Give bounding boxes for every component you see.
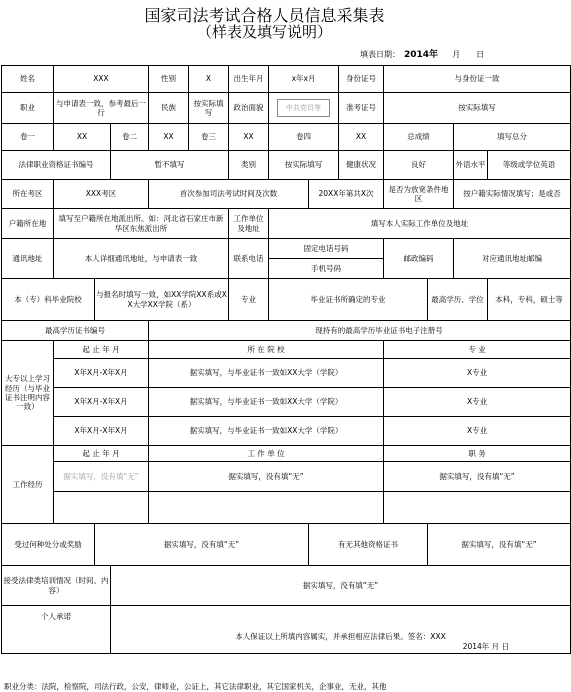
- work-post-header: 职 务: [384, 446, 571, 462]
- promise-text: 本人保证以上所填内容属实，并承担相应法律后果。签名：XXX: [235, 632, 446, 642]
- total-label: 总成绩: [384, 124, 454, 151]
- contact-phone-label: 联系电话: [229, 239, 269, 279]
- page-subtitle: （样表及填写说明）: [196, 23, 332, 41]
- major-value[interactable]: 毕业证书所确定的专业: [269, 279, 428, 321]
- political-value[interactable]: 中共党员等: [277, 99, 330, 118]
- work-unit-value[interactable]: 填写本人实际工作单位及地址: [269, 209, 571, 239]
- degree-cert-value[interactable]: 现持有的最高学历毕业证书电子注册号: [149, 321, 571, 341]
- work-experience-label: 工作经历: [2, 446, 54, 524]
- graduate-school-label: 本（专）科毕业院校: [2, 279, 95, 321]
- work-unit-header: 工 作 单 位: [149, 446, 384, 462]
- edu-school[interactable]: 据实填写，与毕业证书一致如XX大学（学院）: [149, 417, 384, 446]
- work-unit-blank[interactable]: [149, 492, 384, 524]
- volume2-score[interactable]: XX: [149, 124, 189, 151]
- promise-label: 个人承诺: [2, 606, 111, 654]
- exam-region-label: 所在考区: [2, 180, 54, 209]
- edu-school[interactable]: 据实填写，与毕业证书一致如XX大学（学院）: [149, 359, 384, 388]
- mailing-address-label: 通讯地址: [2, 239, 54, 279]
- total-value[interactable]: 填写总分: [454, 124, 571, 151]
- work-unit-entry[interactable]: 据实填写，没有填“无”: [149, 462, 384, 492]
- ethnic-label: 民族: [149, 93, 189, 124]
- training-label: 接受法律类培训情况（时间、内容）: [2, 566, 111, 606]
- birth-label: 出生年月: [229, 66, 269, 93]
- category-value[interactable]: 按实际填写: [269, 151, 339, 180]
- postcode-label: 邮政编码: [384, 239, 454, 279]
- ethnic-value[interactable]: 按实际填写: [189, 93, 229, 124]
- work-period-hint[interactable]: 据实填写，没有填“无”: [54, 462, 149, 492]
- promise-cell: [111, 606, 571, 654]
- health-value[interactable]: 良好: [384, 151, 454, 180]
- political-label: 政治面貌: [229, 93, 269, 124]
- volume1-score[interactable]: XX: [54, 124, 111, 151]
- page-title: 国家司法考试合格人员信息采集表: [144, 6, 385, 25]
- edu-row: [2, 417, 571, 446]
- edu-major[interactable]: X专业: [384, 359, 571, 388]
- cert-number-value[interactable]: 暂不填写: [111, 151, 229, 180]
- edu-major[interactable]: X专业: [384, 388, 571, 417]
- training-value[interactable]: 据实填写，没有填“无”: [111, 566, 571, 606]
- name-value[interactable]: XXX: [54, 66, 149, 93]
- other-cert-value[interactable]: 据实填写，没有填“无”: [428, 524, 571, 566]
- job-value[interactable]: 与申请表一致，参考最后一行: [54, 93, 149, 124]
- major-label: 专业: [229, 279, 269, 321]
- fill-date-line: [360, 47, 488, 60]
- foreign-language-label: 外语水平: [454, 151, 488, 180]
- edu-school[interactable]: 据实填写，与毕业证书一致如XX大学（学院）: [149, 388, 384, 417]
- relaxed-region-label: 是否为放宽条件地区: [384, 180, 454, 209]
- name-label: 姓名: [2, 66, 54, 93]
- volume3-score[interactable]: XX: [229, 124, 269, 151]
- admission-label: 准考证号: [339, 93, 384, 124]
- other-cert-label: 有无其他资格证书: [309, 524, 428, 566]
- exam-region-value[interactable]: XXX考区: [54, 180, 149, 209]
- edu-period-header: 起 止 年 月: [54, 341, 149, 359]
- mobile-value[interactable]: 手机号码: [269, 259, 384, 279]
- gender-label: 性别: [149, 66, 189, 93]
- work-unit-label: 工作单位及地址: [229, 209, 269, 239]
- info-form-table: [1, 65, 571, 654]
- gender-value[interactable]: X: [189, 66, 229, 93]
- mailing-address-value[interactable]: 本人详细通讯地址，与申请表一致: [54, 239, 229, 279]
- edu-major[interactable]: X专业: [384, 417, 571, 446]
- id-value[interactable]: 与身份证一致: [384, 66, 571, 93]
- work-period-blank[interactable]: [54, 492, 149, 524]
- volume4-score[interactable]: XX: [339, 124, 384, 151]
- first-exam-value[interactable]: 20XX年第共X次: [309, 180, 384, 209]
- awards-label: 受过何种处分或奖励: [2, 524, 95, 566]
- volume3-label: 卷三: [189, 124, 229, 151]
- hukou-label: 户籍所在地: [2, 209, 54, 239]
- edu-row: [2, 359, 571, 388]
- edu-period[interactable]: X年X月-X年X月: [54, 388, 149, 417]
- graduate-school-value[interactable]: 与报名时填写一致，如XX学院XX系或XX大学XX学院（系）: [95, 279, 229, 321]
- hukou-value[interactable]: 填写至户籍所在地派出所。如：河北省石家庄市新华区东焦派出所: [54, 209, 229, 239]
- degree-cert-label: 最高学历证书编号: [2, 321, 149, 341]
- highest-degree-label: 最高学历、学位: [428, 279, 488, 321]
- edu-major-header: 专 业: [384, 341, 571, 359]
- birth-value[interactable]: x年x月: [269, 66, 339, 93]
- highest-degree-value[interactable]: 本科，专科，硕士等: [488, 279, 571, 321]
- education-section-label: 大专以上学习经历（与毕业证书注明内容一致）: [2, 341, 54, 446]
- foreign-language-value[interactable]: 等级或学位英语: [488, 151, 571, 180]
- postcode-value[interactable]: 对应通讯地址邮编: [454, 239, 571, 279]
- fill-date-day: 日: [476, 50, 485, 59]
- health-label: 健康状况: [339, 151, 384, 180]
- id-label: 身份证号: [339, 66, 384, 93]
- fill-date-label: 填表日期：: [360, 50, 400, 59]
- edu-period[interactable]: X年X月-X年X月: [54, 359, 149, 388]
- volume2-label: 卷二: [111, 124, 149, 151]
- job-label: 职业: [2, 93, 54, 124]
- edu-period[interactable]: X年X月-X年X月: [54, 417, 149, 446]
- fill-date-year: 2014年: [404, 50, 439, 60]
- landline-value[interactable]: 固定电话号码: [269, 239, 384, 259]
- volume4-label: 卷四: [269, 124, 339, 151]
- category-label: 类别: [229, 151, 269, 180]
- first-exam-label: 首次参加司法考试时间及次数: [149, 180, 309, 209]
- cert-number-label: 法律职业资格证书编号: [2, 151, 111, 180]
- volume1-label: 卷一: [2, 124, 54, 151]
- relaxed-region-value[interactable]: 按户籍实际情况填写；是或否: [454, 180, 571, 209]
- promise-date: 2014年 月 日: [462, 641, 510, 651]
- occupation-footnote: 职业分类：法院，检察院，司法行政，公安，律师业，公证上，其它法律职业，其它国家机关，企事业，无业，其他: [4, 682, 387, 691]
- admission-value[interactable]: 按实际填写: [384, 93, 571, 124]
- work-period-header: 起 止 年 月: [54, 446, 149, 462]
- awards-value[interactable]: 据实填写，没有填“无”: [95, 524, 309, 566]
- political-value-cell[interactable]: [269, 93, 339, 124]
- work-post-blank[interactable]: [384, 492, 571, 524]
- edu-school-header: 所 在 院 校: [149, 341, 384, 359]
- fill-date-month: 月: [452, 50, 461, 59]
- edu-row: [2, 388, 571, 417]
- work-post-entry[interactable]: 据实填写，没有填“无”: [384, 462, 571, 492]
